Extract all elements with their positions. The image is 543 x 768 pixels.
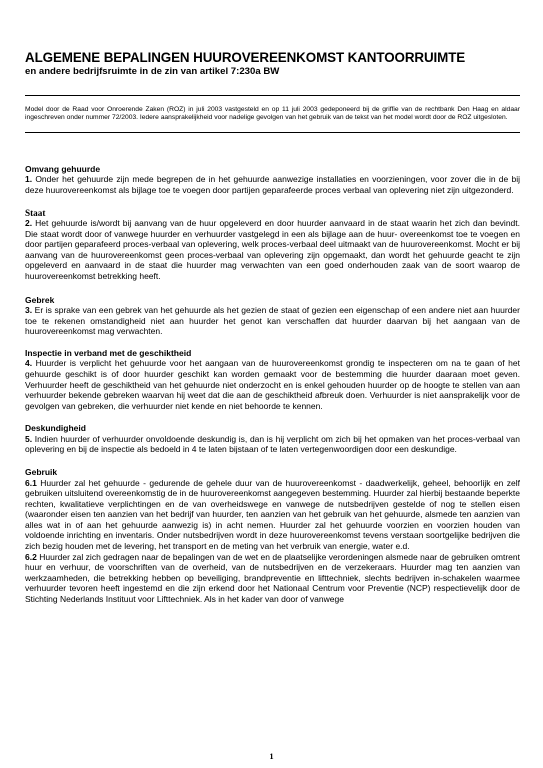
section-gebrek — [25, 295, 520, 337]
article-number: 4. — [25, 358, 33, 369]
section-omvang-gehuurde — [25, 164, 520, 196]
article-text: Onder het gehuurde zijn mede begrepen de in het gehuurde aanwezige installaties en voorzieningen, voor zover die in de bij deze huurovereenkomst als bijlage toe te voegen door partijen geparafeerde proces verbaal van oplevering niet zijn uitgezonderd. — [25, 174, 520, 195]
document-page — [25, 50, 520, 605]
article-number: 1. — [25, 174, 33, 185]
section-body — [25, 478, 520, 552]
article-number: 2. — [25, 218, 33, 228]
article-number: 6.1 — [25, 477, 37, 488]
document-title: ALGEMENE BEPALINGEN HUUROVEREENKOMST KANTOORRUIMTE — [25, 50, 466, 65]
article-number: 5. — [25, 433, 33, 444]
section-gebruik — [25, 467, 520, 605]
article-text: Indien huurder of verhuurder onvoldoende deskundig is, dan is hij verplicht om zich bij het opmaken van het proces-verbaal van oplevering en bij de inspectie als bedoeld in 4 te laten bijstaan of te laten vertegenwoordigen door een deskundige. — [25, 433, 520, 455]
section-body — [25, 552, 520, 605]
model-notice: Model door de Raad voor Onroerende Zaken (ROZ) in juli 2003 vastgesteld en op 11 juli 2003 gedeponeerd bij de griffie van de rechtbank Den Haag en aldaar ingeschreven onder nummer 72/2003. Iedere aansprakelijkheid voor nadelige gevolgen van het gebruik van de tekst van het model wordt door de ROZ uitgesloten. — [25, 106, 520, 122]
article-text: Huurder zal zich gedragen naar de bepalingen van de wet en de plaatselijke verordeningen alsmede naar de gebruiken omtrent huur en verhuur, de voorschriften van de overheid, van de nutsbedrijven en de verzekeraars. Huurder mag ten aanzien van werkzaamheden, die betrekking hebben op beveiliging, brandpreventie en lifttechniek, slechts bedrijven in-schakelen waarmee verhuurder tevoren heeft ingestemd en die zijn erkend door het Nationaal Centrum voor Preventie (NCP) respectievelijk door de Stichting Nederlands Instituut voor Lifttechniek. Als in het kader van door of vanwege — [25, 551, 520, 605]
section-body — [25, 305, 520, 337]
section-heading: Inspectie in verband met de geschiktheid — [25, 347, 192, 358]
article-text: Huurder is verplicht het gehuurde voor het aangaan van de huurovereenkomst grondig te inspecteren om na te gaan of het gehuurde geschikt is of door huurder geschikt kan worden gemaakt voor de bestemming die huurder daaraan moet geven. Verhuurder heeft de geschiktheid van het gehuurde niet onderzocht en is enkel gehouden huurder op de hoogte te stellen van aan verhuurder bekende gebreken waarvan hij weet dat die aan de geschiktheid afbreuk doen. Verhuurder is niet aansprakelijk voor de gevolgen van gebreken, die verhuurder niet kende en niet behoorde te kennen. — [25, 358, 520, 411]
bottom-divider — [25, 132, 520, 133]
article-text: Er is sprake van een gebrek van het gehuurde als het gezien de staat of gezien een eigenschap of een andere niet aan huurder toe te rekenen omstandigheid niet aan huurder het genot kan verschaffen dat huurder daarvan bij het aangaan van de huurovereenkomst mag verwachten. — [25, 305, 520, 337]
article-text: Huurder zal het gehuurde - gedurende de gehele duur van de huurovereenkomst - daadwerkelijk, geheel, behoorlijk en zelf gebruiken uitsluitend overeenkomstig de in de huurovereenkomst aangegeven bestemming. Huurder zal hierbij bestaande beperkte rechten, kwalitatieve verplichtingen en de van overheidswege en vanwege de nutsbedrijven gestelde of nog te stellen eisen (waaronder eisen ten aanzien van het bedrijf van huurder, ten aanzien van het gebruik van het gehuurde, alsmede ten aanzien van alles wat in of aan het gehuurde aanwezig is) in acht nemen. Huurder zal het gehuurde voorzien en voorzien houden van voldoende inrichting en inventaris. Onder nutsbedrijven wordt in deze huurovereenkomst tevens verstaan soortgelijke bedrijven die zich bezig houden met de levering, het transport en de meting van het verbruik van energie, water e.d. — [25, 477, 520, 552]
section-body — [25, 218, 520, 282]
section-heading: Gebrek — [25, 294, 55, 305]
section-heading: Deskundigheid — [25, 423, 86, 434]
section-inspectie — [25, 348, 520, 411]
document-subtitle: en andere bedrijfsruimte in de zin van artikel 7:230a BW — [25, 66, 280, 77]
section-staat — [25, 208, 520, 282]
section-body — [25, 434, 520, 455]
section-heading: Omvang gehuurde — [25, 163, 101, 174]
section-deskundigheid — [25, 423, 520, 455]
top-divider — [25, 95, 520, 96]
page-number: 1 — [269, 751, 274, 761]
section-body — [25, 174, 520, 195]
section-heading: Staat — [25, 207, 46, 218]
section-body — [25, 358, 520, 411]
article-number: 3. — [25, 305, 33, 316]
section-heading: Gebruik — [25, 467, 58, 477]
article-number: 6.2 — [25, 551, 37, 562]
article-text: Het gehuurde is/wordt bij aanvang van de huur opgeleverd en door huurder aanvaard in de staat waarin het zich dan bevindt. Die staat wordt door of vanwege huurder en verhuurder vastgelegd in een als bijlage aan de huur- overeenkomst toe te voegen en door partijen geparafeerd proces-verbaal van oplevering, welk proces-verbaal deel uitmaakt van de huurovereenkomst. Mocht er bij aanvang van de huurovereenkomst geen proces-verbaal van oplevering zijn opgemaakt, dan wordt het gehuurde geacht te zijn opgeleverd en aanvaard in de staat die huurder mag verwachten van een goed onderhouden zaak van de soort waarop de huurovereenkomst betrekking heeft. — [25, 218, 520, 281]
